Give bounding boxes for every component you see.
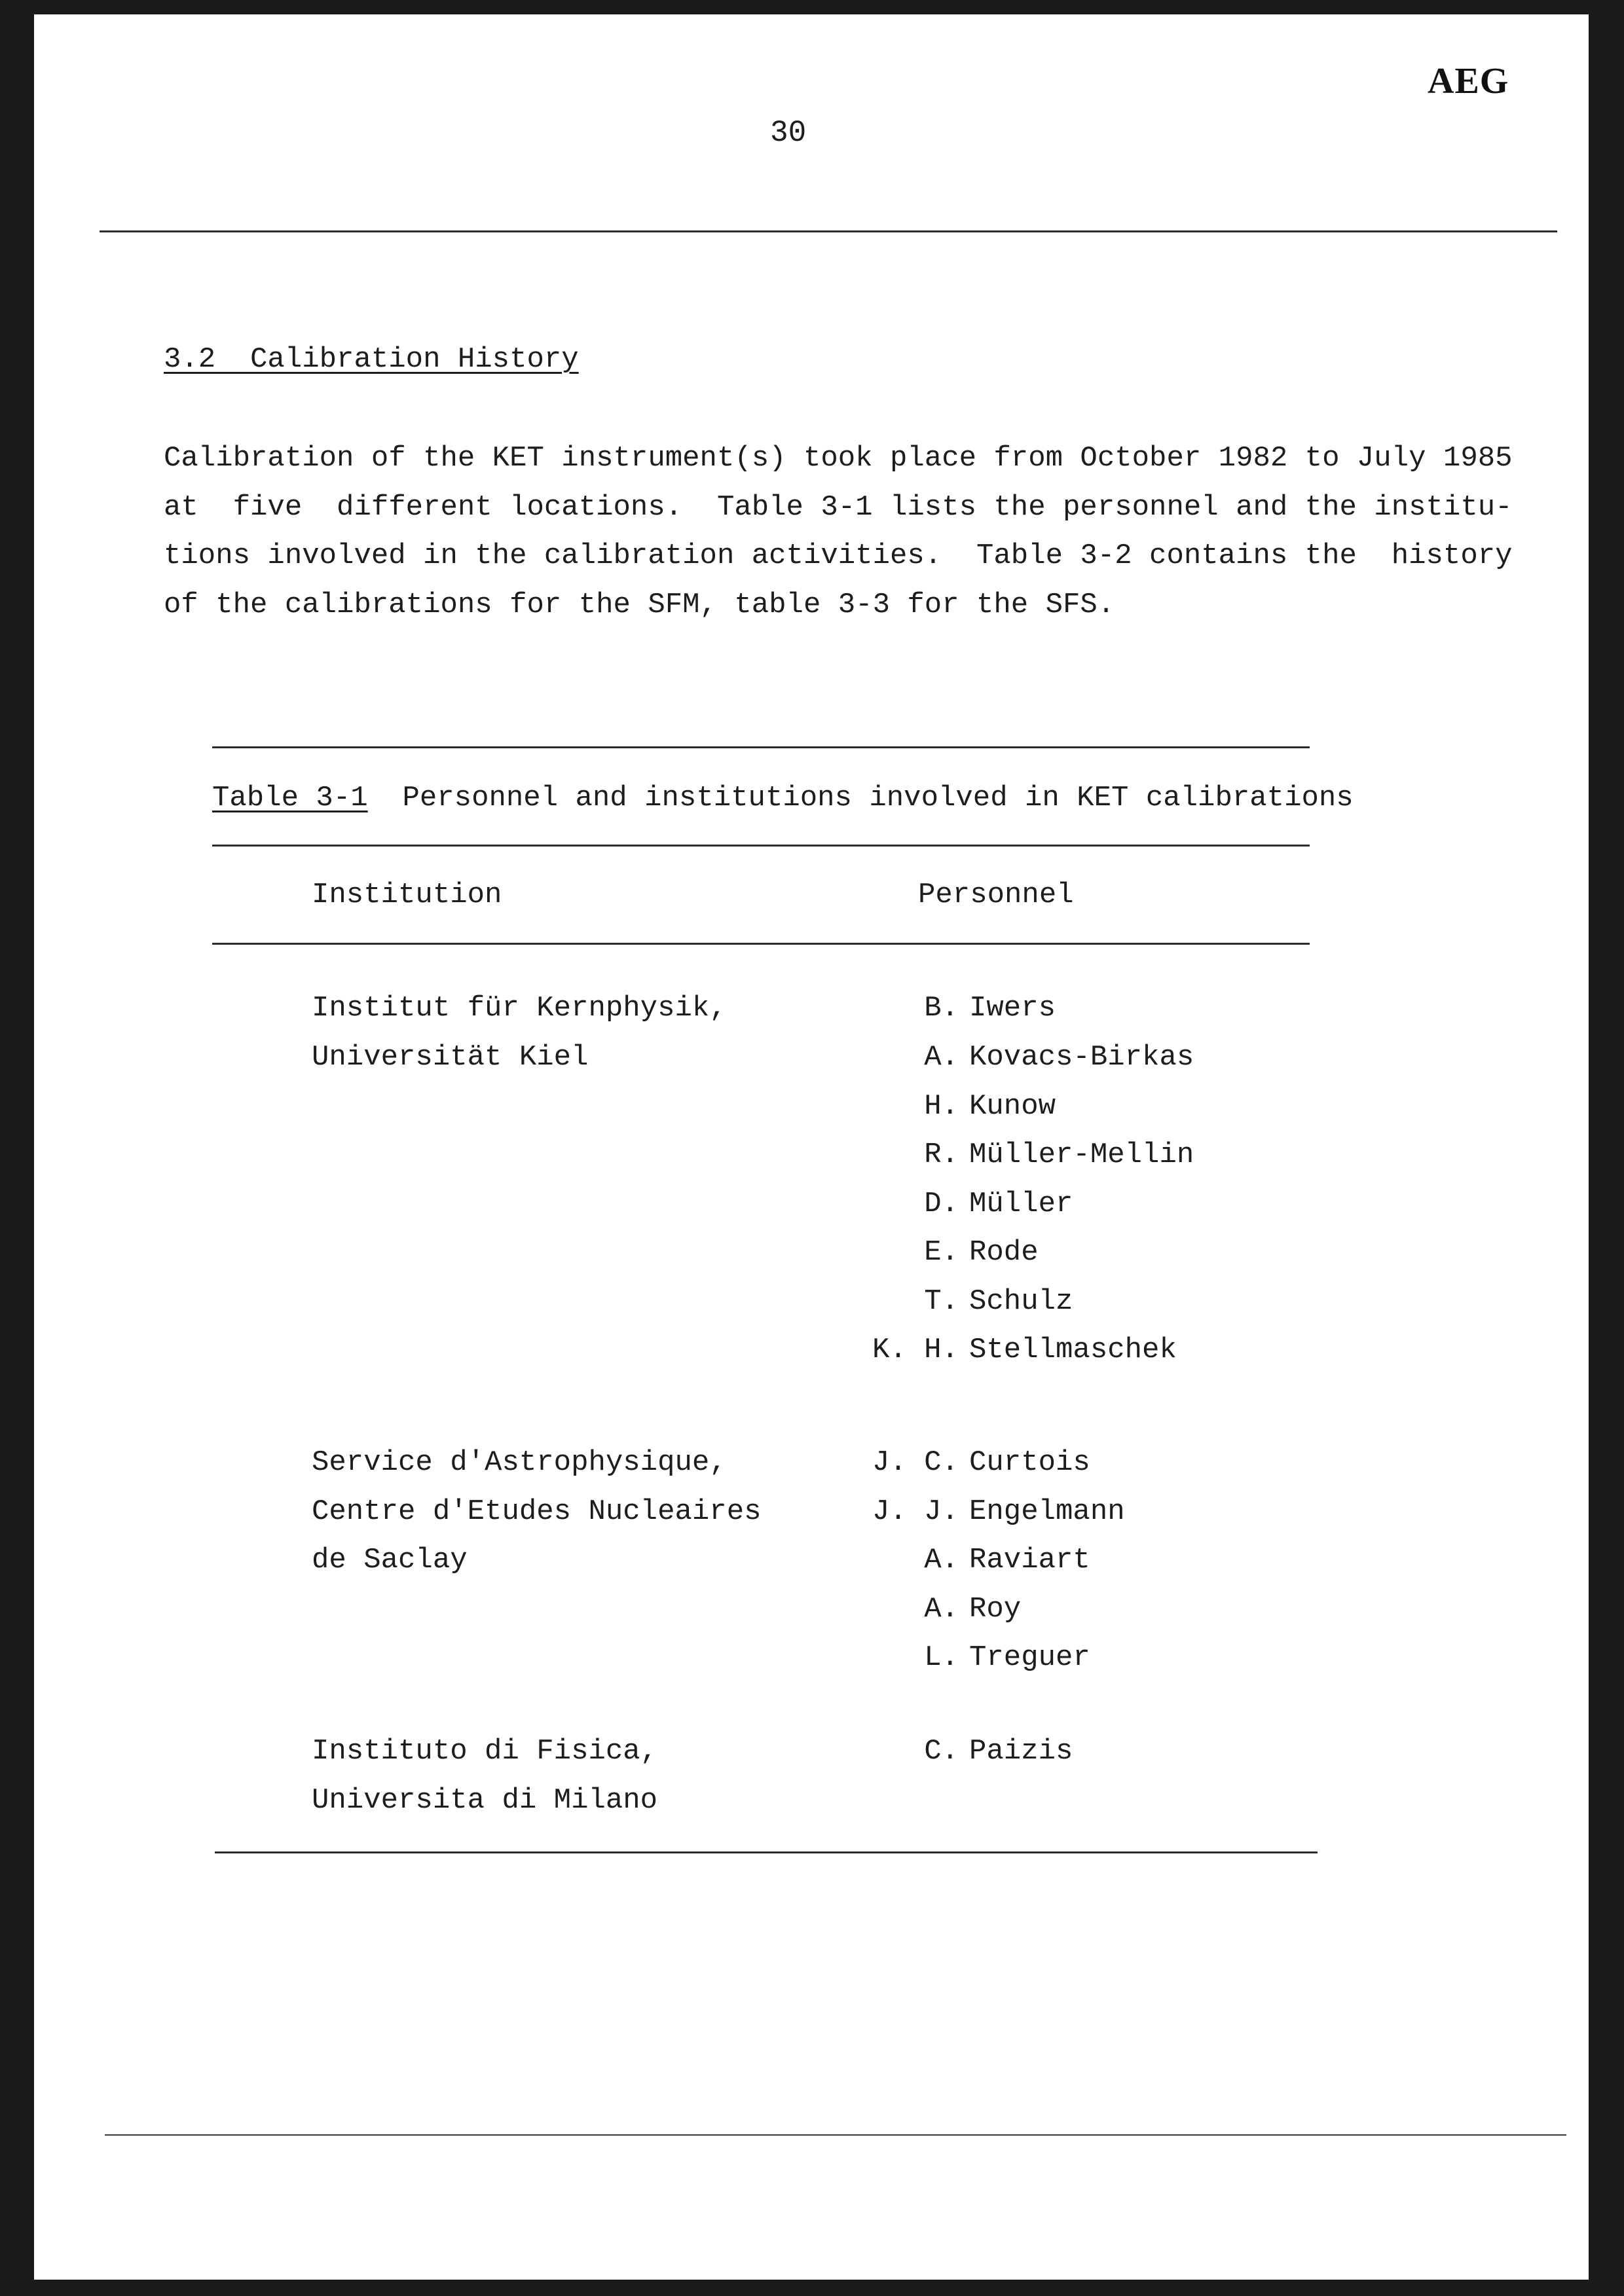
institution-line: Centre d'Etudes Nucleaires xyxy=(312,1495,762,1528)
personnel-name: Roy xyxy=(969,1593,1022,1626)
table-top-rule xyxy=(212,746,1310,748)
institution-line: Instituto di Fisica, xyxy=(312,1735,658,1768)
personnel-initials: A. xyxy=(924,1544,959,1576)
personnel-name: Schulz xyxy=(969,1285,1073,1318)
page-number: 30 xyxy=(770,116,807,150)
column-header-personnel: Personnel xyxy=(918,879,1074,911)
personnel-initials: H. xyxy=(924,1090,959,1123)
personnel-name: Raviart xyxy=(969,1544,1090,1576)
table-bottom-rule xyxy=(215,1851,1318,1853)
column-header-institution: Institution xyxy=(312,879,502,911)
personnel-initials: A. xyxy=(924,1041,959,1074)
personnel-name: Treguer xyxy=(969,1641,1090,1674)
personnel-name: Müller-Mellin xyxy=(969,1139,1194,1171)
personnel-initials: K. H. xyxy=(872,1334,959,1366)
personnel-initials: R. xyxy=(924,1139,959,1171)
personnel-initials: E. xyxy=(924,1236,959,1269)
personnel-initials: B. xyxy=(924,992,959,1025)
institution-line: Universität Kiel xyxy=(312,1041,589,1074)
personnel-name: Curtois xyxy=(969,1446,1090,1479)
institution-line: Institut für Kernphysik, xyxy=(312,992,727,1025)
personnel-initials: D. xyxy=(924,1188,959,1220)
header-rule xyxy=(100,230,1557,232)
table-caption xyxy=(212,782,1354,814)
personnel-name: Rode xyxy=(969,1236,1039,1269)
personnel-initials: J. C. xyxy=(872,1446,959,1479)
institution-line: Service d'Astrophysique, xyxy=(312,1446,727,1479)
personnel-initials: T. xyxy=(924,1285,959,1318)
paragraph-line-1: Calibration of the KET instrument(s) took place from October 1982 to July 1985 xyxy=(164,442,1513,475)
footer-rule xyxy=(105,2134,1566,2136)
aeg-logo: AEG xyxy=(1428,61,1509,101)
personnel-initials: J. J. xyxy=(872,1495,959,1528)
caption-rule xyxy=(212,845,1310,847)
personnel-name: Kunow xyxy=(969,1090,1056,1123)
table-caption-number: Table 3-1 xyxy=(212,782,368,814)
personnel-initials: C. xyxy=(924,1735,959,1768)
paragraph-line-2: at five different locations. Table 3-1 lists the personnel and the institu- xyxy=(164,491,1513,524)
personnel-name: Stellmaschek xyxy=(969,1334,1177,1366)
table-caption-title: Personnel and institutions involved in KET calibrations xyxy=(402,782,1354,814)
personnel-name: Engelmann xyxy=(969,1495,1125,1528)
paragraph-line-4: of the calibrations for the SFM, table 3-3 for the SFS. xyxy=(164,589,1115,621)
personnel-name: Iwers xyxy=(969,992,1056,1025)
personnel-name: Müller xyxy=(969,1188,1073,1220)
section-heading: 3.2 Calibration History xyxy=(164,343,579,376)
institution-line: de Saclay xyxy=(312,1544,468,1576)
personnel-name: Paizis xyxy=(969,1735,1073,1768)
institution-line: Universita di Milano xyxy=(312,1784,658,1817)
personnel-initials: L. xyxy=(924,1641,959,1674)
paragraph-line-3: tions involved in the calibration activities. Table 3-2 contains the history xyxy=(164,539,1513,572)
personnel-name: Kovacs-Birkas xyxy=(969,1041,1194,1074)
document-page xyxy=(34,14,1589,2280)
personnel-initials: A. xyxy=(924,1593,959,1626)
header-row-rule xyxy=(212,943,1310,945)
